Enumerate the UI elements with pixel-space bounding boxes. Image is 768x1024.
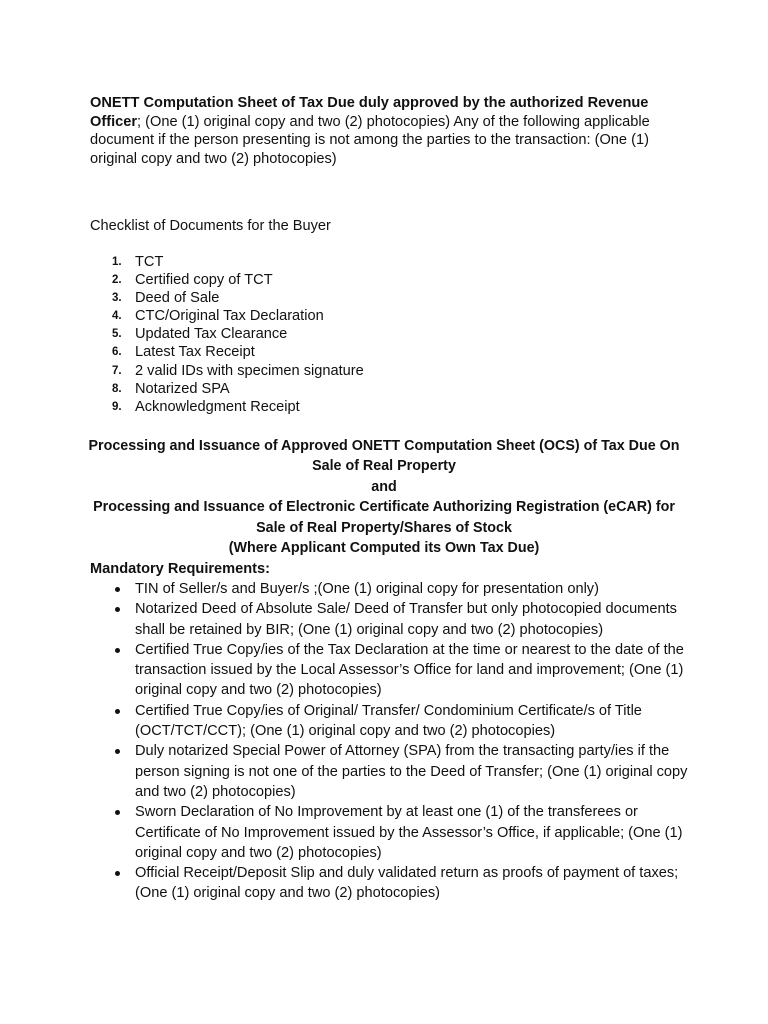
- bullet-icon: [115, 709, 120, 714]
- list-item-text: CTC/Original Tax Declaration: [135, 308, 324, 325]
- list-number: 9.: [112, 400, 122, 413]
- list-item: [90, 289, 690, 307]
- list-number: 1.: [112, 256, 122, 268]
- list-number: 5.: [112, 328, 122, 341]
- heading-line-ocs: Processing and Issuance of Approved ONETT Computation Sheet (OCS) of Tax Due On Sale of Real Property: [88, 438, 680, 475]
- list-item-text: Acknowledgment Receipt: [135, 398, 300, 415]
- list-item: [90, 398, 690, 416]
- bullet-icon: [115, 648, 120, 653]
- list-number: 4.: [112, 310, 122, 323]
- checklist-list: [90, 253, 690, 416]
- list-item: [90, 253, 690, 271]
- list-item-text: Deed of Sale: [135, 290, 220, 307]
- list-item-text: Latest Tax Receipt: [135, 344, 255, 361]
- list-item-text: Certified True Copy/ies of the Tax Declaration at the time or nearest to the date of the transaction issued by the Local Assessor’s Office for land and improvement; (One (1) original copy and two (2) photocopies): [135, 641, 684, 699]
- list-number: 2.: [112, 274, 122, 287]
- list-item: [90, 741, 690, 802]
- list-item: [90, 701, 690, 742]
- list-item: [90, 579, 690, 599]
- list-item-text: TCT: [135, 254, 164, 270]
- list-number: 3.: [112, 292, 122, 305]
- intro-rest-text: ; (One (1) original copy and two (2) photocopies) Any of the following applicable document if the person presenting is not among the parties to the transaction: (One (1) original copy and two (2) photocopies): [90, 113, 650, 167]
- list-item-text: Certified copy of TCT: [135, 272, 273, 289]
- list-item-text: Notarized Deed of Absolute Sale/ Deed of Transfer but only photocopied documents shall be retained by BIR; (One (1) original copy and two (2) photocopies): [135, 601, 677, 638]
- list-number: 7.: [112, 364, 122, 377]
- list-item: [90, 802, 690, 863]
- list-item: [90, 271, 690, 289]
- heading-line-note: (Where Applicant Computed its Own Tax Due): [228, 540, 540, 557]
- list-item: [90, 863, 690, 904]
- intro-paragraph: [90, 94, 690, 168]
- bullet-icon: [115, 607, 120, 612]
- list-item-text: Updated Tax Clearance: [135, 326, 288, 343]
- bullet-icon: [115, 871, 120, 876]
- list-item-text: TIN of Seller/s and Buyer/s ;(One (1) original copy for presentation only): [135, 581, 599, 597]
- list-item-text: Certified True Copy/ies of Original/ Transfer/ Condominium Certificate/s of Title (OCT/TCT/CCT); (One (1) original copy and two (2) photocopies): [135, 702, 642, 740]
- list-item-text: Duly notarized Special Power of Attorney (SPA) from the transacting party/ies if the person signing is not one of the parties to the Deed of Transfer; (One (1) original copy and two (2) photocopies): [135, 743, 688, 800]
- checklist-title: Checklist of Documents for the Buyer: [90, 218, 331, 234]
- list-item-text: Official Receipt/Deposit Slip and duly validated return as proofs of payment of taxes; (One (1) original copy and two (2) photocopies): [135, 865, 679, 902]
- list-item: [90, 343, 690, 361]
- list-item: [90, 325, 690, 343]
- list-item: [90, 599, 690, 640]
- list-item-text: Notarized SPA: [135, 380, 230, 397]
- list-number: 8.: [112, 382, 122, 395]
- list-item-text: Sworn Declaration of No Improvement by at least one (1) of the transferees or Certificate of No Improvement issued by the Assessor’s Office, if applicable; (One (1) original copy and two (2) photocopies): [135, 804, 683, 861]
- requirements-list: [90, 579, 690, 904]
- bullet-icon: [115, 810, 120, 815]
- mandatory-requirements-title: Mandatory Requirements:: [90, 561, 271, 577]
- intro-bold-text: ONETT Computation Sheet of Tax Due duly approved by the authorized Revenue Officer: [90, 95, 649, 130]
- bullet-icon: [115, 587, 120, 592]
- list-item: [90, 307, 690, 325]
- list-item: [90, 640, 690, 701]
- list-item-text: 2 valid IDs with specimen signature: [135, 362, 364, 379]
- heading-line-and: and: [371, 478, 397, 495]
- section-heading: [84, 436, 684, 558]
- list-number: 6.: [112, 346, 122, 359]
- heading-line-ecar: Processing and Issuance of Electronic Certificate Authorizing Registration (eCAR) for Sale of Real Property/Shares of Stock: [93, 499, 675, 536]
- list-item: [90, 362, 690, 380]
- bullet-icon: [115, 749, 120, 754]
- list-item: [90, 380, 690, 398]
